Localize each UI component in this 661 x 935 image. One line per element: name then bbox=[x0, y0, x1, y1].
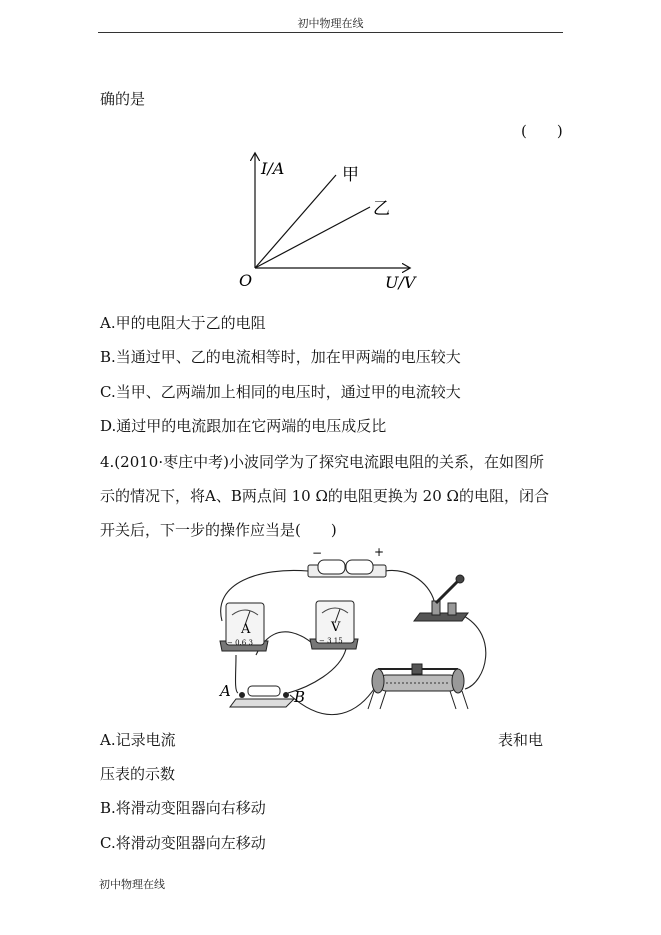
current-voltage-graph bbox=[225, 148, 425, 300]
question3-option-a: A.甲的电阻大于乙的电阻 bbox=[100, 314, 266, 332]
question4-stem-line1: 4.(2010·枣庄中考)小波同学为了探究电流跟电阻的关系，在如图所 bbox=[100, 453, 544, 471]
wire-battery-to-switch bbox=[385, 570, 435, 605]
question3-option-d: D.通过甲的电流跟加在它两端的电压成反比 bbox=[100, 417, 387, 435]
question4-stem-line3: 开关后，下一步的操作应当是( ) bbox=[100, 521, 337, 539]
point-b-label: B bbox=[294, 688, 306, 706]
graph-line-yi bbox=[255, 207, 370, 268]
graph-y-axis-label: I/A bbox=[261, 159, 285, 178]
wire-switch-to-rheostat bbox=[462, 615, 486, 689]
wire-ammeter-to-resistor bbox=[236, 655, 239, 693]
question4-stem-line2: 示的情况下，将A、B两点间 10 Ω的电阻更换为 20 Ω的电阻，闭合 bbox=[100, 487, 549, 505]
voltmeter-letter: V bbox=[331, 620, 341, 635]
ammeter-letter: A bbox=[241, 622, 251, 637]
header-divider bbox=[98, 32, 563, 33]
graph-line-jia-label: 甲 bbox=[342, 165, 359, 185]
rheostat bbox=[368, 664, 468, 709]
question4-option-a-part3: 压表的示数 bbox=[100, 765, 176, 783]
wire-voltmeter-to-b bbox=[288, 649, 346, 693]
graph-line-yi-label: 乙 bbox=[373, 199, 390, 219]
graph-line-jia bbox=[255, 175, 336, 268]
question4-option-a-part1: A.记录电流 bbox=[100, 731, 176, 749]
graph-x-axis-label: U/V bbox=[385, 273, 416, 292]
battery-plus-label: + bbox=[374, 545, 385, 559]
question4-option-b: B.将滑动变阻器向右移动 bbox=[100, 799, 266, 817]
battery-minus-label: − bbox=[312, 546, 323, 560]
battery-holder bbox=[308, 560, 386, 577]
resistor-board bbox=[230, 686, 294, 707]
question4-option-c: C.将滑动变阻器向左移动 bbox=[100, 834, 266, 852]
question4-option-a-part2: 表和电 bbox=[498, 731, 544, 749]
page-header-title: 初中物理在线 bbox=[297, 17, 364, 30]
voltmeter-scale: − 3 15 bbox=[319, 637, 343, 645]
circuit-diagram bbox=[200, 543, 500, 723]
question3-stem-tail: 确的是 bbox=[100, 90, 146, 108]
question3-option-b: B.当通过甲、乙的电流相等时，加在甲两端的电压较大 bbox=[100, 348, 461, 366]
question3-answer-bracket: ( ) bbox=[521, 122, 563, 140]
graph-origin-label: O bbox=[239, 271, 253, 290]
page-footer-text: 初中物理在线 bbox=[99, 878, 165, 891]
point-a-label: A bbox=[220, 682, 231, 700]
question3-option-c: C.当甲、乙两端加上相同的电压时，通过甲的电流较大 bbox=[100, 383, 461, 401]
ammeter-scale: − 0.6 3 bbox=[227, 639, 253, 647]
